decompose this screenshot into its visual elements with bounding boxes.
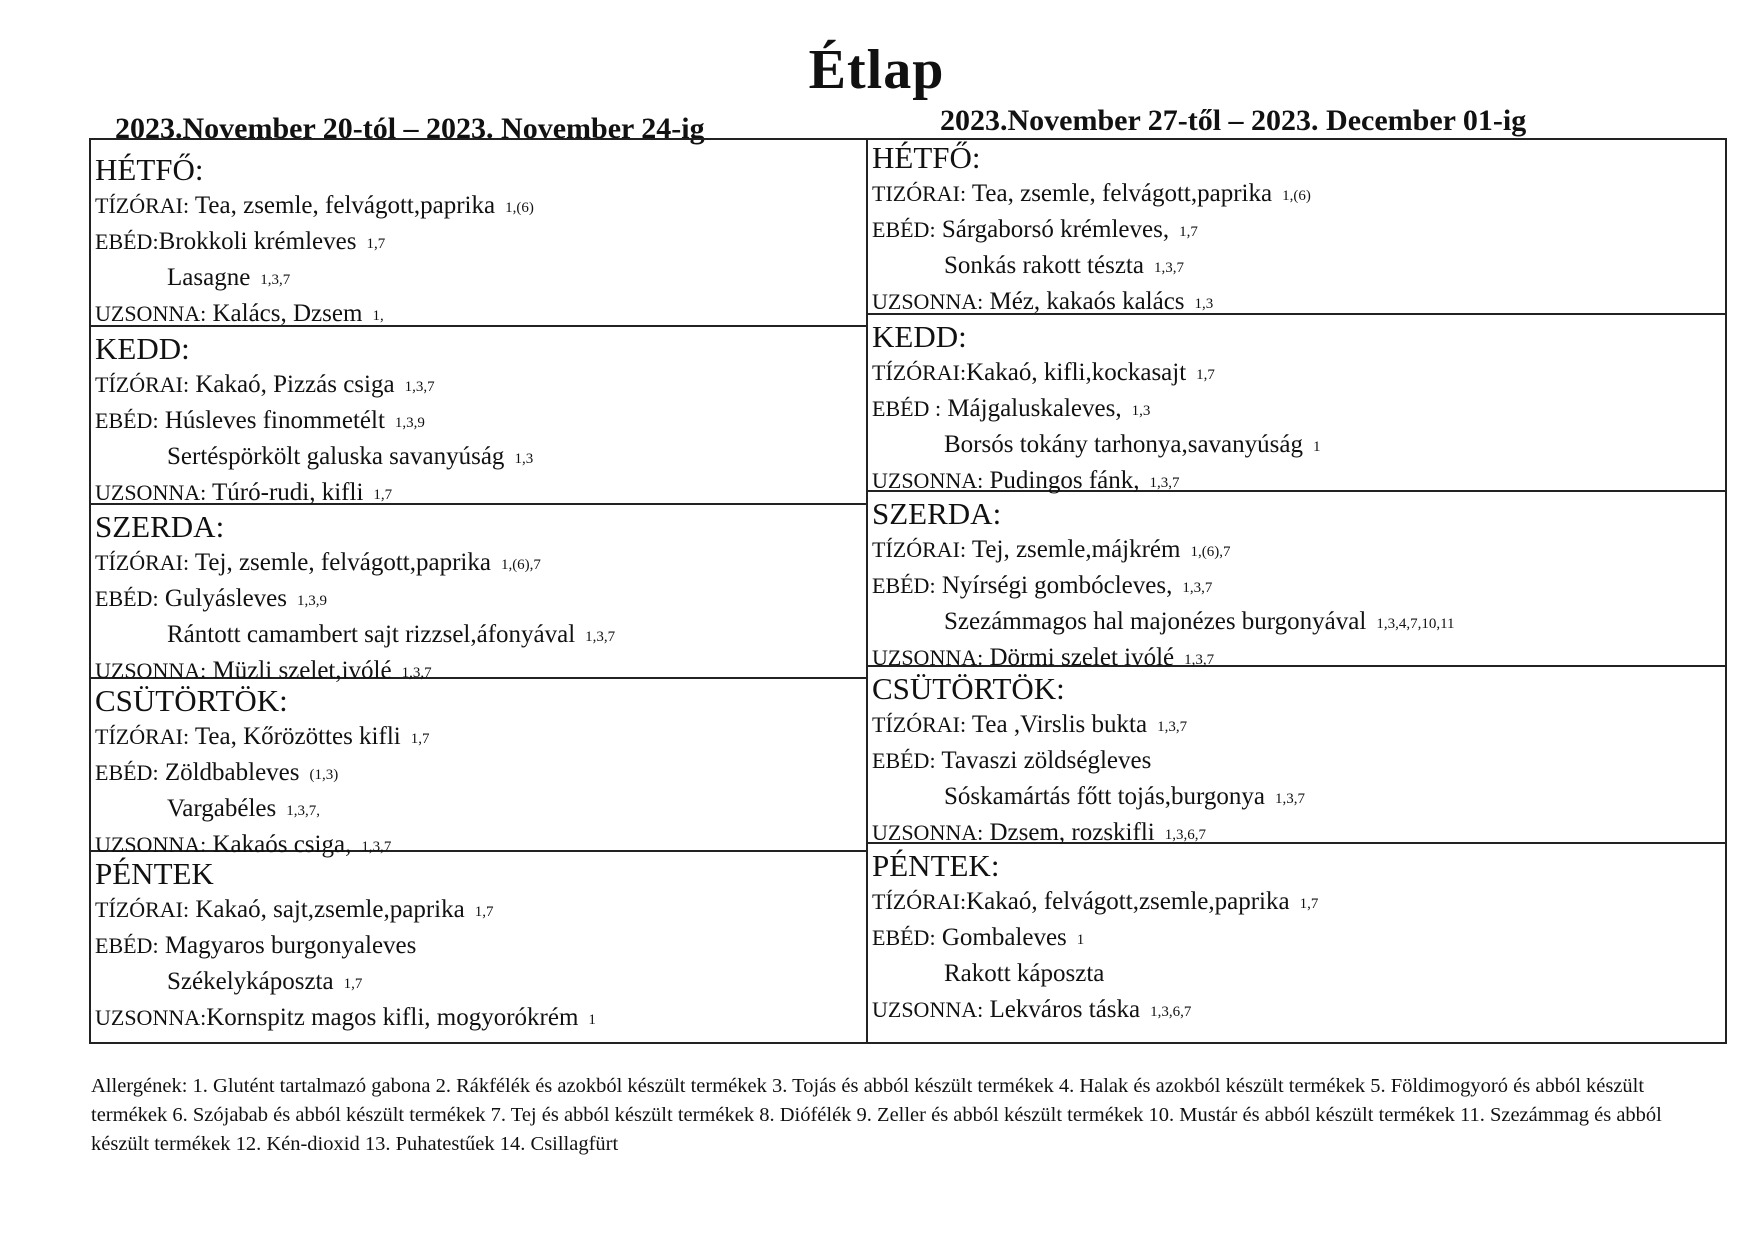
meal-text: Gulyásleves	[158, 585, 288, 612]
meal-label: UZSONNA:	[95, 1005, 207, 1030]
meal-text: Magyaros burgonyaleves	[158, 932, 417, 959]
day-name: CSÜTÖRTÖK:	[872, 671, 1065, 706]
allergen-codes: 1,3,7	[1157, 719, 1188, 735]
ebed-second-course	[872, 957, 1318, 993]
allergen-codes: 1,3,9	[297, 593, 328, 609]
meal-text: Tavaszi zöldségleves	[935, 747, 1152, 774]
meal-text: Pudingos fánk,	[983, 467, 1140, 494]
meal-label: TÍZÓRAI:	[872, 889, 967, 914]
day-name: KEDD:	[95, 331, 190, 366]
meal-text: Dzsem, rozskifli	[983, 819, 1155, 846]
meal-text: Lekváros táska	[983, 996, 1141, 1023]
allergen-codes: 1,(6)	[505, 200, 534, 216]
meal-text: Kakaó, kifli,kockasajt	[966, 359, 1187, 386]
meal-label: UZSONNA:	[95, 658, 207, 683]
meal-label: EBÉD:	[95, 408, 159, 433]
meal-label: TÍZÓRAI:	[95, 193, 190, 218]
ebed-line	[872, 921, 1318, 957]
allergen-codes: 1,7	[1179, 224, 1198, 240]
allergen-codes: 1,7	[474, 904, 494, 920]
ebed-second-course	[872, 428, 1320, 464]
meal-label: UZSONNA:	[95, 480, 207, 505]
allergen-codes: 1,3,7	[260, 272, 291, 288]
meal-text: Szezámmagos hal majonézes burgonyával	[944, 608, 1367, 635]
tizorai-line	[95, 189, 534, 225]
meal-text: Túró-rudi, kifli	[206, 479, 364, 506]
meal-text: Sonkás rakott tészta	[944, 252, 1144, 279]
day-name: PÉNTEK:	[872, 848, 1000, 883]
ebed-second-course	[95, 618, 615, 654]
day-cell	[872, 140, 1311, 321]
page-title: Étlap	[808, 39, 945, 101]
tizorai-line	[95, 893, 596, 929]
allergen-codes: 1	[1312, 439, 1321, 455]
allergen-codes: 1,3,7	[1184, 652, 1215, 668]
meal-text: Tea, zsemle, felvágott,paprika	[966, 180, 1273, 207]
ebed-line	[872, 392, 1320, 428]
allergen-codes: 1,(6),7	[1190, 544, 1231, 560]
meal-label: TÍZÓRAI:	[872, 537, 967, 562]
meal-text: Májgaluskaleves,	[941, 395, 1122, 422]
column-divider	[866, 138, 868, 1044]
allergen-codes: 1,3,7	[404, 379, 435, 395]
uzsonna-line	[95, 476, 533, 512]
ebed-line	[872, 744, 1305, 780]
day-name: HÉTFŐ:	[872, 140, 981, 175]
meal-text: Borsós tokány tarhonya,savanyúság	[944, 431, 1303, 458]
ebed-second-course	[872, 605, 1455, 641]
ebed-second-course	[872, 249, 1311, 285]
day-cell	[95, 856, 596, 1037]
tizorai-line	[95, 546, 615, 582]
ebed-line	[95, 756, 429, 792]
meal-text: Tej, zsemle,májkrém	[966, 536, 1181, 563]
allergen-codes: 1,7	[373, 487, 393, 503]
allergen-codes: 1,(6)	[1282, 188, 1311, 204]
allergen-codes: 1,7	[343, 976, 363, 992]
meal-text: Kornspitz magos kifli, mogyorókrém	[206, 1004, 579, 1031]
day-cell	[95, 509, 615, 690]
meal-text: Brokkoli krémleves	[158, 228, 357, 255]
meal-label: UZSONNA:	[872, 820, 984, 845]
meal-label: TÍZÓRAI:	[95, 550, 190, 575]
tizorai-line	[872, 885, 1318, 921]
meal-label: UZSONNA:	[872, 468, 984, 493]
meal-text: Kakaó, sajt,zsemle,paprika	[189, 896, 465, 923]
meal-label: UZSONNA:	[872, 645, 984, 670]
meal-text: Zöldbableves	[158, 759, 300, 786]
day-cell	[872, 319, 1320, 500]
allergen-codes: 1,3,6,7	[1164, 827, 1206, 843]
day-cell	[95, 683, 429, 864]
allergen-codes: 1,3,7	[1182, 580, 1213, 596]
allergen-codes: 1,7	[1196, 367, 1215, 383]
meal-label: EBÉD:	[95, 760, 159, 785]
allergen-codes: 1,3	[1194, 296, 1214, 312]
allergen-codes: 1,3,9	[394, 415, 425, 431]
meal-label: UZSONNA:	[872, 997, 984, 1022]
ebed-line	[872, 569, 1455, 605]
day-name: HÉTFŐ:	[95, 152, 204, 187]
allergen-codes: 1,3,7	[1149, 475, 1180, 491]
tizorai-line	[95, 368, 533, 404]
meal-text: Tea, zsemle, felvágott,paprika	[189, 192, 496, 219]
meal-label: EBÉD:	[872, 748, 936, 773]
ebed-line	[95, 404, 533, 440]
meal-text: Vargabéles	[167, 795, 277, 822]
meal-text: Rakott káposzta	[944, 960, 1105, 987]
uzsonna-line	[872, 285, 1311, 321]
ebed-second-course	[95, 792, 429, 828]
meal-label: EBÉD:	[95, 229, 159, 254]
week-1-heading: 2023.November 20-tól – 2023. November 24-ig	[115, 112, 705, 145]
day-cell	[95, 152, 534, 333]
allergen-codes: 1,7	[410, 731, 430, 747]
ebed-line	[95, 929, 596, 965]
meal-text: Méz, kakaós kalács	[983, 288, 1185, 315]
tizorai-line	[872, 708, 1305, 744]
meal-label: TÍZÓRAI:	[95, 372, 190, 397]
ebed-second-course	[872, 780, 1305, 816]
allergen-codes: 1,3	[1131, 403, 1151, 419]
meal-text: Sóskamártás főtt tojás,burgonya	[944, 783, 1266, 810]
meal-label: UZSONNA:	[872, 289, 984, 314]
meal-label: EBÉD:	[872, 217, 936, 242]
tizorai-line	[95, 720, 429, 756]
meal-text: Húsleves finommetélt	[158, 407, 385, 434]
meal-label: UZSONNA:	[95, 301, 207, 326]
meal-label: TIZÓRAI:	[872, 181, 967, 206]
meal-text: Lasagne	[167, 264, 251, 291]
day-cell	[872, 848, 1318, 1029]
meal-text: Dörmi szelet ivólé	[983, 644, 1175, 671]
meal-text: Müzli szelet,ivólé	[206, 657, 392, 684]
day-cell	[872, 496, 1455, 677]
meal-label: TÍZÓRAI:	[95, 724, 190, 749]
allergen-codes: 1,3,7,	[286, 803, 320, 819]
allergen-codes: 1,3,4,7,10,11	[1376, 616, 1455, 632]
day-name: SZERDA:	[872, 496, 1002, 531]
meal-label: EBÉD :	[872, 396, 942, 421]
meal-label: EBÉD:	[95, 586, 159, 611]
allergen-codes: 1,3,7	[401, 665, 432, 681]
meal-label: TÍZÓRAI:	[95, 897, 190, 922]
allergen-codes: 1,	[372, 308, 384, 324]
allergen-codes: 1,3,7	[361, 839, 392, 855]
meal-text: Nyírségi gombócleves,	[935, 572, 1173, 599]
allergen-codes: 1,3	[514, 451, 534, 467]
meal-label: EBÉD:	[872, 925, 936, 950]
allergen-codes: 1,7	[1299, 896, 1319, 912]
meal-text: Kalács, Dzsem	[206, 300, 363, 327]
ebed-second-course	[95, 965, 596, 1001]
ebed-line	[872, 213, 1311, 249]
meal-text: Kakaós csiga,	[206, 831, 352, 858]
allergen-codes: (1,3)	[309, 767, 339, 783]
day-name: KEDD:	[872, 319, 967, 354]
meal-text: Tej, zsemle, felvágott,paprika	[189, 549, 491, 576]
meal-text: Gombaleves	[935, 924, 1067, 951]
meal-text: Tea ,Virslis bukta	[966, 711, 1148, 738]
meal-label: TÍZÓRAI:	[872, 712, 967, 737]
allergen-codes: 1,3,7	[1275, 791, 1306, 807]
meal-text: Rántott camambert sajt rizzsel,áfonyával	[167, 621, 576, 648]
meal-text: Székelykáposzta	[167, 968, 334, 995]
meal-label: EBÉD:	[95, 933, 159, 958]
allergen-codes: 1	[588, 1012, 596, 1028]
meal-label: EBÉD:	[872, 573, 936, 598]
uzsonna-line	[872, 816, 1305, 852]
tizorai-line	[872, 177, 1311, 213]
ebed-line	[95, 582, 615, 618]
allergen-codes: 1,3,7	[1153, 260, 1184, 276]
allergen-legend: Allergének: 1. Glutént tartalmazó gabona 2. Rákfélék és azokból készült termékek 3. Tojás és abból készült termékek 4. Halak és azokból készült termékek 5. Földimogyoró és abból készült termékek 6. Szójabab és abból készült termékek 7. Tej és abból készült termékek 8. Diófélék 9. Zeller és abból készült termékek 10. Mustár és abból készült termékek 11. Szezámmag és abból készült termékek 12. Kén-dioxid 13. Puhatestűek 14. Csillagfürt	[91, 1075, 1662, 1155]
day-name: PÉNTEK	[95, 856, 214, 891]
meal-text: Sárgaborsó krémleves,	[935, 216, 1170, 243]
allergen-codes: 1,3,6,7	[1150, 1004, 1192, 1020]
ebed-line	[95, 225, 534, 261]
uzsonna-line	[872, 464, 1320, 500]
allergen-codes: 1,7	[366, 236, 386, 252]
allergen-codes: 1,(6),7	[500, 557, 541, 573]
tizorai-line	[872, 356, 1320, 392]
day-name: SZERDA:	[95, 509, 225, 544]
allergen-codes: 1,3,7	[585, 629, 616, 645]
day-name: CSÜTÖRTÖK:	[95, 683, 288, 718]
meal-label: UZSONNA:	[95, 832, 207, 857]
meal-text: Tea, Kőrözöttes kifli	[189, 723, 401, 750]
meal-label: TÍZÓRAI:	[872, 360, 967, 385]
week-2-heading: 2023.November 27-től – 2023. December 01-ig	[940, 104, 1527, 137]
meal-text: Kakaó, Pizzás csiga	[189, 371, 395, 398]
meal-text: Sertéspörkölt galuska savanyúság	[167, 443, 505, 470]
uzsonna-line	[95, 297, 534, 333]
uzsonna-line	[95, 1001, 596, 1037]
day-cell	[95, 331, 533, 512]
ebed-second-course	[95, 440, 533, 476]
day-cell	[872, 671, 1305, 852]
tizorai-line	[872, 533, 1455, 569]
uzsonna-line	[872, 993, 1318, 1029]
ebed-second-course	[95, 261, 534, 297]
allergen-codes: 1	[1076, 932, 1085, 948]
meal-text: Kakaó, felvágott,zsemle,paprika	[966, 888, 1290, 915]
